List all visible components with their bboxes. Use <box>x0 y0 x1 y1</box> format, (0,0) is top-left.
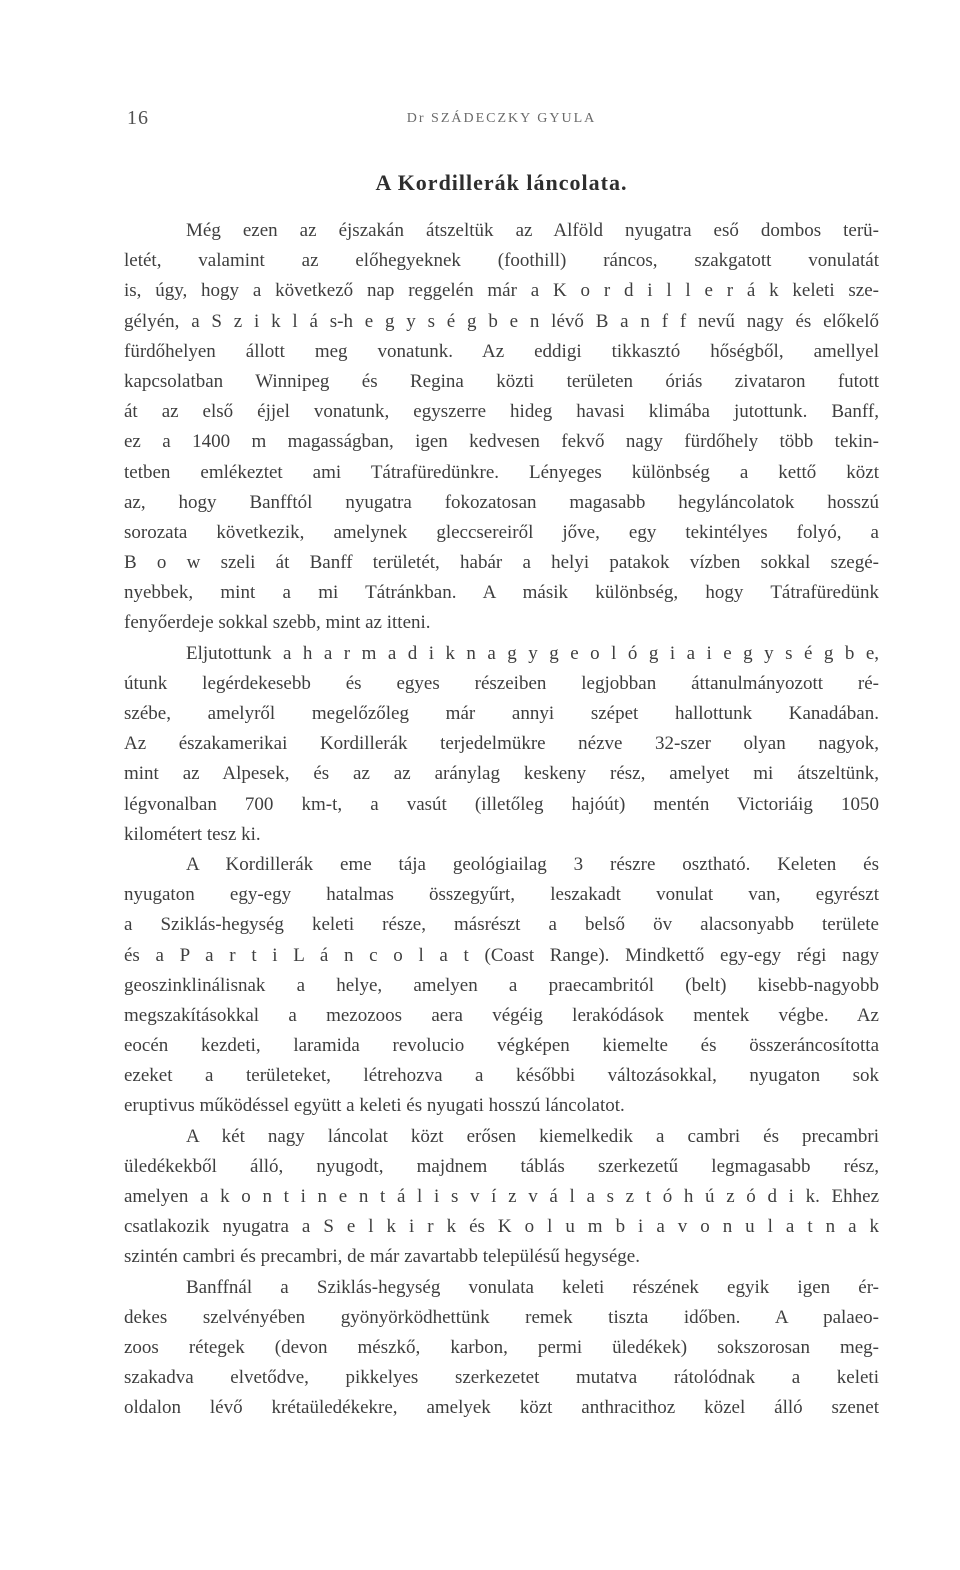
text-line: oldalon lévő krétaüledékekre, amelyek közt anthracithoz közel álló szenet <box>124 1397 879 1419</box>
text-line: Banffnál a Sziklás-hegység vonulata keleti részének egyik igen ér- <box>186 1276 879 1298</box>
text-line: fenyőerdeje sokkal szebb, mint az itteni. <box>124 612 431 634</box>
text-line: ezeket a területeket, létrehozva a későbbi változásokkal, nyugaton sok <box>124 1065 879 1087</box>
text-line: és a P a r t i L á n c o l a t (Coast Range). Mindkettő egy-egy régi nagy <box>124 944 879 966</box>
text-line: nyebbek, mint a mi Tátránkban. A másik különbség, hogy Tátrafüredünk <box>124 582 879 604</box>
text-line: kapcsolatban Winnipeg és Regina közti területen óriás zivataron futott <box>124 370 879 392</box>
text-line: Az északamerikai Kordillerák terjedelmükre nézve 32-szer olyan nagyok, <box>124 733 879 755</box>
page-number: 16 <box>127 107 149 129</box>
text-line: át az első éjjel vonatunk, egyszerre hideg havasi klimába jutottunk. Banff, <box>124 401 879 423</box>
text-line: kilométert tesz ki. <box>124 823 261 845</box>
text-line: eocén kezdeti, laramida revolucio végképen kiemelte és összeráncosította <box>124 1035 879 1057</box>
text-line: A Kordillerák eme tája geológiailag 3 részre osztható. Keleten és <box>186 853 879 875</box>
text-line: gélyén, a S z i k l á s-h e g y s é g b e n lévő B a n f f nevű nagy és előkelő <box>124 310 879 332</box>
text-line: szébe, amelyről megelőzőleg már annyi szépet hallottunk Kanadában. <box>124 703 879 724</box>
text-line: Még ezen az éjszakán átszeltük az Alföld nyugatra eső dombos terü- <box>186 220 879 241</box>
text-line: üledékekből álló, nyugodt, majdnem táblás szerkezetű legmagasabb rész, <box>124 1155 879 1177</box>
text-line: a Sziklás-hegység keleti része, másrészt a belső öv alacsonyabb területe <box>124 914 879 936</box>
text-line: megszakításokkal a mezozoos aera végéig lerakódások mentek végbe. Az <box>124 1004 879 1026</box>
chapter-title: A Kordillerák láncolata. <box>375 170 628 195</box>
text-line: szakadva elvetődve, pikkelyes szerkezetet mutatva rátolódnak a keleti <box>124 1367 879 1389</box>
text-line: amelyen a k o n t i n e n t á l i s v í z v á l a s z t ó h ú z ó d i k. Ehhez <box>124 1186 879 1207</box>
text-line: légvonalban 700 km-t, a vasút (illetőleg hajóút) mentén Victoriáig 1050 <box>124 793 879 815</box>
text-line: geoszinklinálisnak a helye, amelyen a praecambritól (belt) kisebb-nagyobb <box>124 974 879 996</box>
text-line: sorozata következik, amelynek gleccsereiről jőve, egy tekintélyes folyó, a <box>124 521 879 543</box>
text-line: mint az Alpesek, és az az aránylag keskeny rész, amelyet mi átszeltünk, <box>124 763 879 785</box>
running-head <box>124 107 879 133</box>
text-line: szintén cambri és precambri, de már zavartabb településű hegysége. <box>124 1246 640 1268</box>
text-line: A két nagy láncolat közt erősen kiemelkedik a cambri és precambri <box>186 1125 879 1147</box>
text-line: tetben emlékeztet ami Tátrafüredünkre. Lényeges különbség a kettő közt <box>124 461 879 483</box>
text-line: Eljutottunk a h a r m a d i k n a g y g e o l ó g i a i e g y s é g b e, <box>186 642 879 664</box>
text-line: is, úgy, hogy a következő nap reggelén már a K o r d i l l e r á k keleti sze- <box>124 280 879 302</box>
text-line: dekes szelvényében gyönyörködhettünk remek tiszta időben. A palaeo- <box>124 1306 879 1328</box>
text-line: útunk legérdekesebb és egyes részeiben legjobban áttanulmányozott ré- <box>124 672 879 694</box>
body-text <box>124 216 879 1424</box>
running-head-author: Dr SZÁDECZKY GYULA <box>406 111 597 126</box>
text-line: letét, valamint az előhegyeknek (foothill) ráncos, szakgatott vonulatát <box>124 250 879 272</box>
text-line: nyugaton egy-egy hatalmas összegyűrt, leszakadt vonulat van, egyrészt <box>124 884 879 906</box>
text-line: az, hogy Banfftól nyugatra fokozatosan magasabb hegyláncolatok hosszú <box>124 491 879 513</box>
text-line: ez a 1400 m magasságban, igen kedvesen fekvő nagy fürdőhely több tekin- <box>124 431 879 453</box>
text-line: B o w szeli át Banff területét, habár a helyi patakok vízben sokkal szegé- <box>124 552 879 574</box>
text-line: fürdőhelyen állott meg vonatunk. Az eddigi tikkasztó hőségből, amellyel <box>124 340 879 362</box>
text-line: eruptivus működéssel együtt a keleti és nyugati hosszú láncolatot. <box>124 1095 625 1117</box>
text-line: zoos rétegek (devon mészkő, karbon, permi üledékek) sokszorosan meg- <box>124 1336 879 1358</box>
text-line: csatlakozik nyugatra a S e l k i r k és K o l u m b i a v o n u l a t n a k <box>124 1216 879 1238</box>
